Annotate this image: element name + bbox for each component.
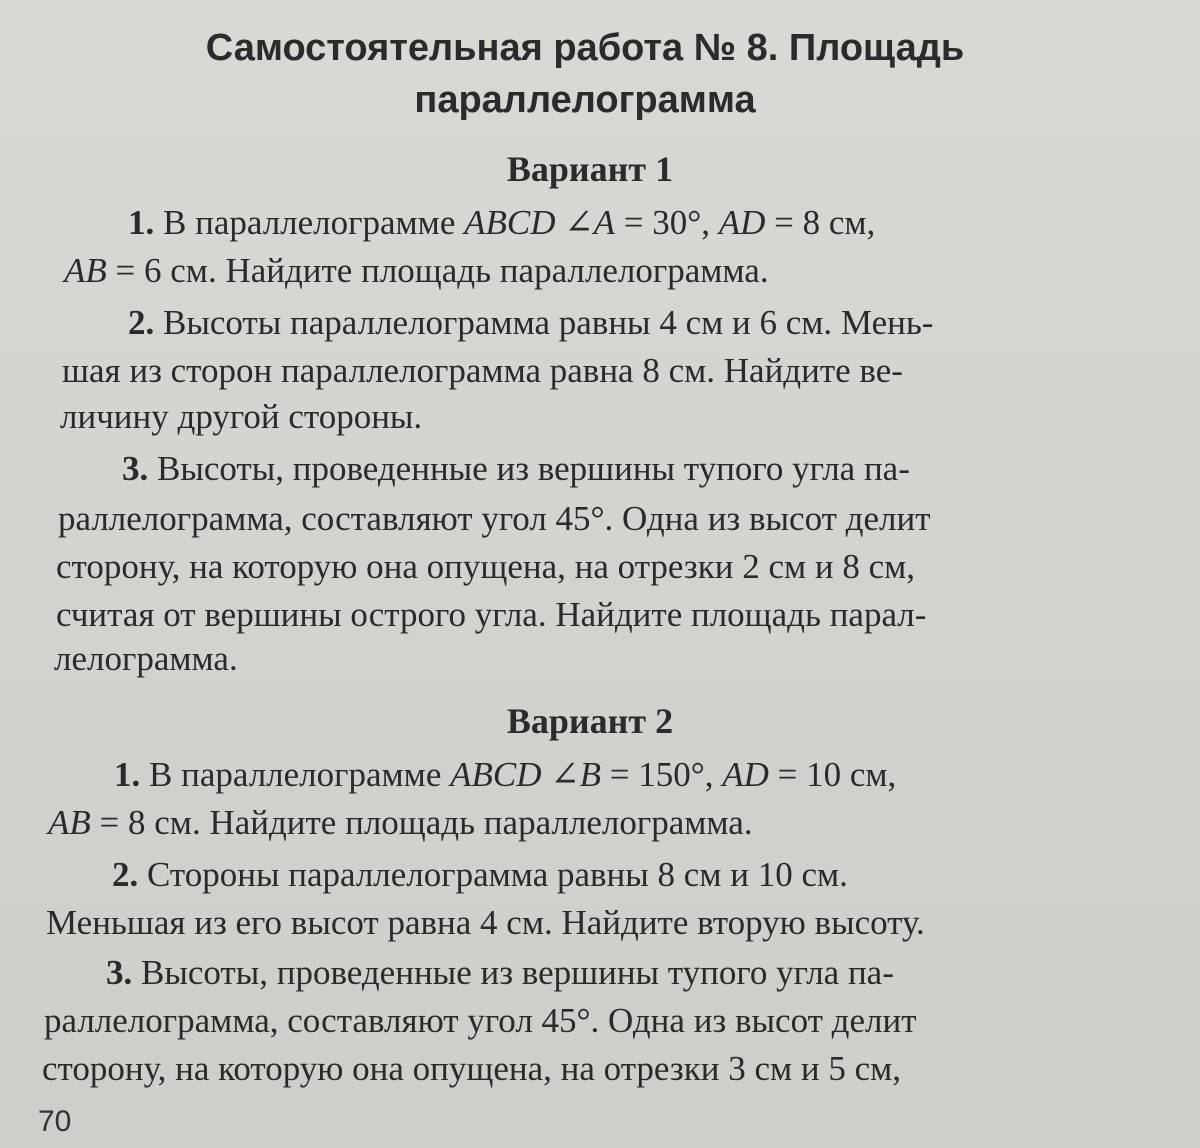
v2-p1-text-e: = 10 см, xyxy=(768,755,897,794)
v1-p1-side-ab: AB xyxy=(64,251,107,290)
v2-p3-text-l1: Высоты, проведенные из вершины тупого угла па- xyxy=(132,953,894,992)
v1-problem-3-line-1 xyxy=(122,446,910,492)
v2-problem-2-line-1 xyxy=(112,852,848,898)
v2-p1-text-a: В параллелограмме xyxy=(140,755,451,794)
v1-problem-2-line-1 xyxy=(128,300,933,346)
v1-problem-1-line-2 xyxy=(64,248,769,294)
v1-p1-text-c: = 30°, xyxy=(614,203,719,242)
v2-problem-3-number: 3. xyxy=(106,953,133,992)
page-title-line-2: параллелограмма xyxy=(414,79,756,121)
v1-problem-2-number: 2. xyxy=(128,303,155,342)
v2-problem-1-line-1 xyxy=(114,752,896,798)
v1-problem-3-line-4: считая от вершины острого угла. Найдите площадь парал- xyxy=(56,595,927,634)
v2-p1-side-ab: AB xyxy=(48,803,91,842)
v2-problem-3-line-2: раллелограмма, составляют угол 45°. Одна из высот делит xyxy=(44,1001,917,1040)
v2-problem-3-line-3: сторону, на которую она опущена, на отрезки 3 см и 5 см, xyxy=(42,1049,902,1088)
v1-problem-3-line-2: раллелограмма, составляют угол 45°. Одна из высот делит xyxy=(58,499,931,538)
v1-problem-2-line-2: шая из сторон параллелограмма равна 8 см. Найдите ве- xyxy=(62,351,903,390)
v1-p1-text-e: = 8 см, xyxy=(765,203,876,242)
v2-p1-text-l2: = 8 см. Найдите площадь параллелограмма. xyxy=(90,803,753,842)
v2-problem-2-number: 2. xyxy=(112,855,139,894)
v2-p1-figure: ABCD ∠B xyxy=(450,755,601,794)
v2-problem-2-line-2: Меньшая из его высот равна 4 см. Найдите вторую высоту. xyxy=(46,903,925,942)
page-title-line-1: Самостоятельная работа № 8. Площадь xyxy=(205,27,965,69)
v1-p3-text-l1: Высоты, проведенные из вершины тупого угла па- xyxy=(148,449,910,488)
v1-problem-2-line-3: личину другой стороны. xyxy=(60,397,423,436)
v1-p2-text-l1: Высоты параллелограмма равны 4 см и 6 см. Мень- xyxy=(154,303,934,342)
v1-p1-text-l2: = 6 см. Найдите площадь параллелограмма. xyxy=(106,251,769,290)
v1-problem-3-line-3: сторону, на которую она опущена, на отрезки 2 см и 8 см, xyxy=(56,547,916,586)
v2-p2-text-l1: Стороны параллелограмма равны 8 см и 10 см. xyxy=(138,855,848,894)
v1-p1-text-a: В параллелограмме xyxy=(154,203,465,242)
variant-1-heading: Вариант 1 xyxy=(506,149,674,189)
page-number: 70 xyxy=(38,1105,72,1138)
v1-p1-figure: ABCD ∠A xyxy=(464,203,615,242)
v1-problem-1-line-1 xyxy=(128,200,875,246)
v1-problem-1-number: 1. xyxy=(128,203,155,242)
v2-p1-side: AD xyxy=(722,755,769,794)
v1-p1-side: AD xyxy=(718,203,766,242)
variant-2-heading: Вариант 2 xyxy=(506,701,674,741)
v1-problem-3-number: 3. xyxy=(122,449,149,488)
v2-problem-1-line-2 xyxy=(48,800,753,846)
v2-problem-1-number: 1. xyxy=(114,755,141,794)
v1-problem-3-line-5: лелограмма. xyxy=(54,639,238,678)
v2-problem-3-line-1 xyxy=(106,950,894,996)
v2-p1-text-c: = 150°, xyxy=(600,755,723,794)
